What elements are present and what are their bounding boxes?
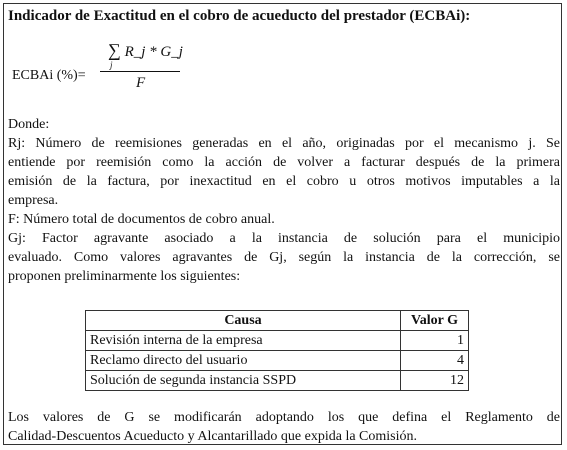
numerator-text: R_j * G_j	[124, 44, 183, 60]
rj-definition-line3: emisión de la factura, por inexactitud en el cobro u otros motivos imputables a la	[8, 174, 560, 189]
formula-numerator	[108, 40, 183, 61]
indicator-title: Indicador de Exactitud en el cobro de acueducto del prestador (ECBAi):	[8, 8, 471, 24]
sum-symbol: ∑	[108, 40, 121, 60]
row-causa: Revisión interna de la empresa	[86, 331, 401, 351]
table-row	[86, 351, 469, 371]
formula-denominator: F	[136, 75, 146, 91]
header-causa: Causa	[86, 311, 401, 331]
row-causa: Reclamo directo del usuario	[86, 351, 401, 371]
g-values-table	[85, 310, 469, 391]
gj-definition-line3: proponen preliminarmente los siguientes:	[8, 269, 241, 284]
gj-definition-line1: Gj: Factor agravante asociado a la instancia de solución para el municipio	[8, 231, 560, 246]
formula-fraction	[100, 40, 183, 95]
row-valor: 12	[401, 371, 469, 391]
table-header-row	[86, 311, 469, 331]
formula-label: ECBAi (%)=	[12, 68, 86, 83]
rj-definition-line2: entiende por reemisión como la acción de volver a facturar después de la primera	[8, 155, 560, 170]
f-definition: F: Número total de documentos de cobro anual.	[8, 212, 275, 227]
closing-line2: Calidad-Descuentos Acueducto y Alcantarillado que expida la Comisión.	[8, 429, 418, 444]
header-valor-g: Valor G	[401, 311, 469, 331]
row-causa: Solución de segunda instancia SSPD	[86, 371, 401, 391]
table-row	[86, 371, 469, 391]
definitions-intro: Donde:	[8, 117, 50, 132]
rj-definition-line1: Rj: Número de reemisiones generadas en el año, originadas por el mecanismo j. Se	[8, 136, 560, 151]
row-valor: 1	[401, 331, 469, 351]
fraction-bar	[100, 71, 180, 72]
closing-line1: Los valores de G se modificarán adoptando los que defina el Reglamento de	[8, 410, 560, 425]
row-valor: 4	[401, 351, 469, 371]
sum-index: j	[110, 60, 113, 70]
gj-definition-line2: evaluado. Como valores agravantes de Gj, según la instancia de la corrección, se	[8, 250, 560, 265]
rj-definition-line4: empresa.	[8, 193, 59, 208]
table-row	[86, 331, 469, 351]
